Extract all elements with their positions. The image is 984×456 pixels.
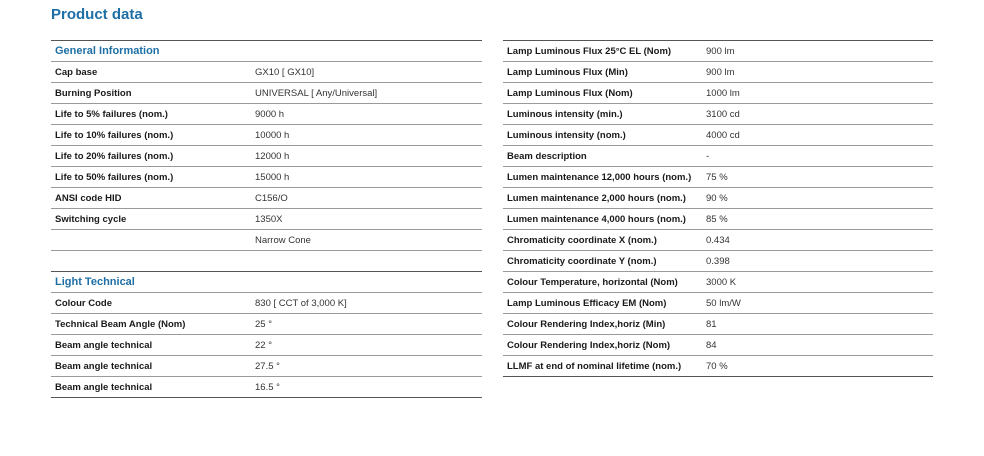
spec-value: 22 ° — [255, 339, 273, 351]
spec-row — [51, 335, 482, 356]
spec-row — [51, 146, 482, 167]
spec-value: GX10 [ GX10] — [255, 66, 315, 78]
spec-row — [503, 230, 933, 251]
spec-row — [51, 125, 482, 146]
spec-row — [503, 314, 933, 335]
spec-value: 75 % — [706, 171, 728, 183]
spec-label: Chromaticity coordinate Y (nom.) — [507, 255, 657, 267]
spec-value: 50 lm/W — [706, 297, 741, 309]
spec-label: Chromaticity coordinate X (nom.) — [507, 234, 657, 246]
spec-label: Luminous intensity (nom.) — [507, 129, 626, 141]
spec-label: Life to 50% failures (nom.) — [55, 171, 174, 183]
spec-value: 81 — [706, 318, 717, 330]
spec-row — [503, 146, 933, 167]
spec-value: 0.434 — [706, 234, 730, 246]
spec-label: Beam angle technical — [55, 360, 153, 372]
spec-label: Life to 20% failures (nom.) — [55, 150, 174, 162]
spec-value: 9000 h — [255, 108, 285, 120]
spec-value: 1350X — [255, 213, 283, 225]
spec-label: ANSI code HID — [55, 192, 122, 204]
spec-value: 85 % — [706, 213, 728, 225]
spec-value: 3100 cd — [706, 108, 740, 120]
spec-label: Burning Position — [55, 87, 132, 99]
spec-row — [51, 104, 482, 125]
spec-label: Lumen maintenance 4,000 hours (nom.) — [507, 213, 686, 225]
spec-row — [503, 188, 933, 209]
spec-row — [51, 293, 482, 314]
spec-value: 900 lm — [706, 45, 735, 57]
spec-value: - — [706, 150, 710, 162]
spec-value: 900 lm — [706, 66, 735, 78]
spec-label: Lamp Luminous Flux 25°C EL (Nom) — [507, 45, 672, 57]
section-heading-light: Light Technical — [51, 271, 482, 293]
spec-label: Lumen maintenance 2,000 hours (nom.) — [507, 192, 686, 204]
left-column — [51, 40, 482, 398]
section-heading-general: General Information — [51, 40, 482, 62]
spec-value: 4000 cd — [706, 129, 740, 141]
spec-row — [51, 314, 482, 335]
spec-label: Colour Rendering Index,horiz (Nom) — [507, 339, 671, 351]
spec-label: Lamp Luminous Flux (Min) — [507, 66, 628, 78]
right-column — [503, 40, 933, 377]
spec-row — [51, 83, 482, 104]
spec-row — [503, 41, 933, 62]
spec-label: LLMF at end of nominal lifetime (nom.) — [507, 360, 682, 372]
spec-value: 10000 h — [255, 129, 290, 141]
spec-label: Colour Temperature, horizontal (Nom) — [507, 276, 678, 288]
spec-label: Life to 5% failures (nom.) — [55, 108, 168, 120]
spec-row — [51, 62, 482, 83]
spec-row — [503, 209, 933, 230]
spec-value: 16.5 ° — [255, 381, 280, 393]
page-title: Product data — [51, 6, 143, 23]
spec-value: 830 [ CCT of 3,000 K] — [255, 297, 347, 309]
spec-value: 12000 h — [255, 150, 290, 162]
spec-row — [503, 356, 933, 377]
spec-label: Life to 10% failures (nom.) — [55, 129, 174, 141]
spec-row — [503, 167, 933, 188]
spec-value: 25 ° — [255, 318, 273, 330]
spec-value: 1000 lm — [706, 87, 740, 99]
spec-label: Colour Code — [55, 297, 112, 309]
spec-value: 84 — [706, 339, 717, 351]
spec-value: C156/O — [255, 192, 288, 204]
spec-row — [51, 167, 482, 188]
spec-row — [503, 62, 933, 83]
spec-value: UNIVERSAL [ Any/Universal] — [255, 87, 378, 99]
spec-value: 70 % — [706, 360, 728, 372]
spec-label: Beam description — [507, 150, 587, 162]
spec-value: 90 % — [706, 192, 728, 204]
spec-row — [503, 251, 933, 272]
spec-label: Beam angle technical — [55, 381, 153, 393]
spec-label: Lamp Luminous Flux (Nom) — [507, 87, 633, 99]
spec-label: Switching cycle — [55, 213, 127, 225]
spec-label: Lumen maintenance 12,000 hours (nom.) — [507, 171, 692, 183]
spec-row — [51, 188, 482, 209]
spec-value: Narrow Cone — [255, 234, 311, 246]
spec-row — [503, 272, 933, 293]
spec-row — [503, 125, 933, 146]
spec-row — [503, 83, 933, 104]
spec-label: Colour Rendering Index,horiz (Min) — [507, 318, 666, 330]
spec-label: Technical Beam Angle (Nom) — [55, 318, 186, 330]
spec-value: 15000 h — [255, 171, 290, 183]
spec-row — [503, 293, 933, 314]
spec-label: Luminous intensity (min.) — [507, 108, 623, 120]
spec-value: 3000 K — [706, 276, 737, 288]
spec-label: Lamp Luminous Efficacy EM (Nom) — [507, 297, 667, 309]
spec-row — [503, 104, 933, 125]
spec-label: Beam angle technical — [55, 339, 153, 351]
spec-label: Cap base — [55, 66, 98, 78]
spec-row — [503, 335, 933, 356]
spec-value: 27.5 ° — [255, 360, 280, 372]
spec-row — [51, 377, 482, 398]
section-spacer — [51, 251, 482, 271]
spec-value: 0.398 — [706, 255, 730, 267]
spec-row — [51, 356, 482, 377]
spec-row — [51, 209, 482, 230]
spec-row — [51, 230, 482, 251]
